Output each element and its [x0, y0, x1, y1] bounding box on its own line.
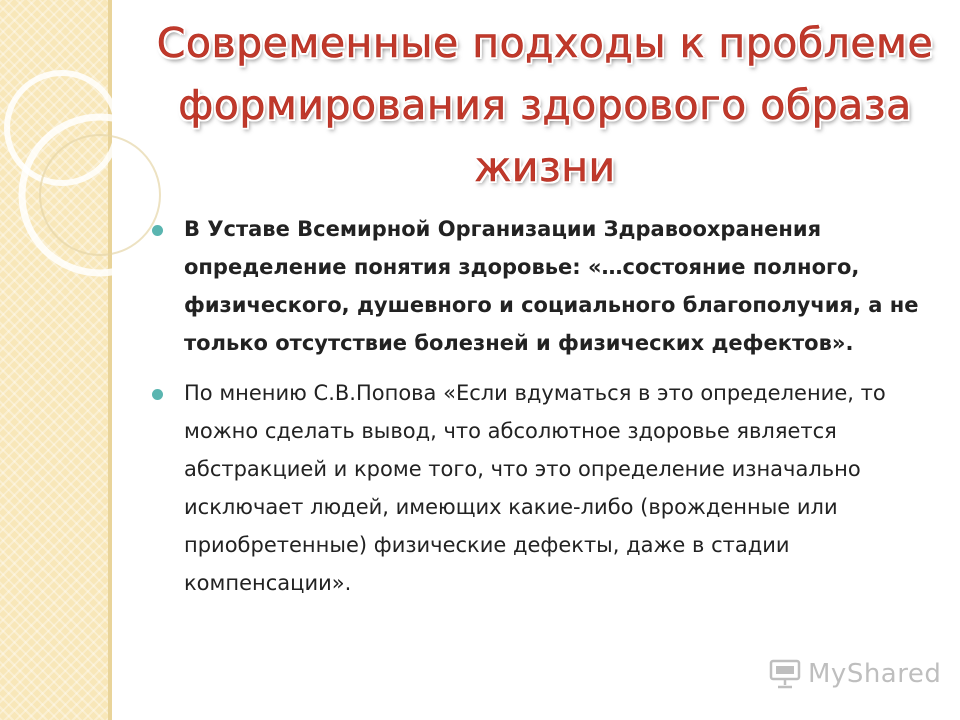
decorative-circle-inner: [40, 135, 160, 255]
bullet-item-who-definition: [150, 210, 930, 362]
bullet-dot-icon: [152, 389, 163, 400]
bullet-dot-icon: [152, 225, 163, 236]
bullet-item-popov-quote: [150, 374, 930, 602]
presentation-board-icon: [768, 659, 802, 689]
watermark: [768, 656, 941, 692]
slide-title: Современные подходы к проблеме формирования здорового образа жизни: [156, 19, 934, 191]
watermark-text: MyShared: [808, 659, 942, 689]
bullet-text: В Уставе Всемирной Организации Здравоохранения определение понятия здоровье: «…состояние полного, физического, душевного и социального благополучия, а не только отсутствие болезней и физических дефектов».: [184, 217, 919, 355]
bullet-list: [150, 210, 930, 602]
bullet-text: По мнению С.В.Попова «Если вдуматься в это определение, то можно сделать вывод, что абсолютное здоровье является абстракцией и кроме того, что это определение изначально исключает людей, имеющих какие-либо (врожденные или приобретенные) физические дефекты, даже в стадии компенсации».: [184, 381, 886, 595]
